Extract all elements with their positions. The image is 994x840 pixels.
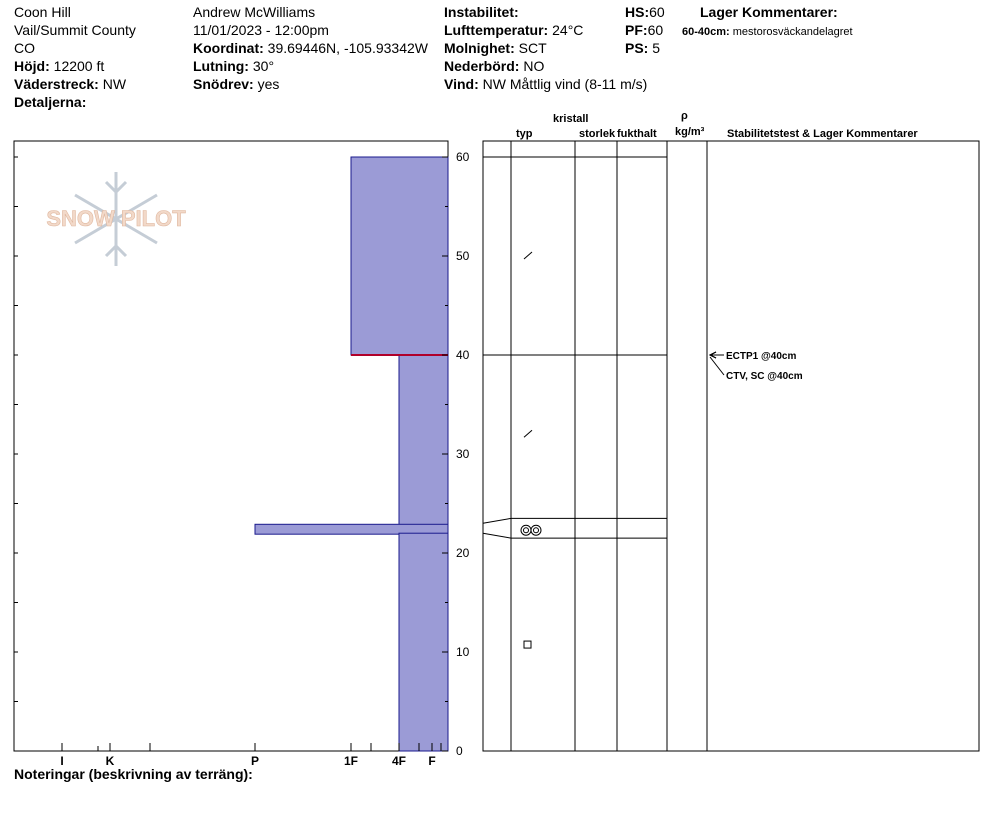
wind-label: Vind:: [444, 76, 479, 92]
melt-form-grain-icon: [534, 528, 539, 533]
pf-label: PF:: [625, 22, 648, 38]
aspect-value: NW: [102, 76, 127, 92]
sky-label: Molnighet:: [444, 40, 515, 56]
sky-value: SCT: [518, 40, 547, 56]
observation-datetime: 11/01/2023 - 12:00pm: [193, 22, 329, 38]
hardness-tick-label: 1F: [343, 754, 359, 768]
elevation-label: Höjd:: [14, 58, 50, 74]
region-name: Vail/Summit County: [14, 22, 136, 38]
observer-name: Andrew McWilliams: [193, 4, 316, 20]
melt-form-grain-icon: [531, 525, 541, 535]
slope-label: Lutning:: [193, 58, 249, 74]
depth-connector-line: [483, 533, 511, 538]
slope-value: 30°: [252, 58, 275, 74]
snowpilot-logo: [46, 172, 186, 266]
aspect-label: Väderstreck:: [14, 76, 99, 92]
hardness-tick-label: I: [60, 754, 64, 768]
layer-comment-range: 60-40cm:: [682, 26, 730, 38]
location-name: Coon Hill: [14, 4, 71, 20]
depth-tick-label: 50: [456, 249, 470, 263]
depth-tick-label: 0: [456, 744, 463, 758]
stability-test-label: ECTP1 @40cm: [726, 351, 797, 362]
melt-form-grain-icon: [524, 528, 529, 533]
ps-value: 5: [652, 40, 661, 56]
logo-text: SNOW PILOT: [46, 206, 186, 231]
stability-test-label: CTV, SC @40cm: [726, 371, 803, 382]
col-stability-header: Stabilitetstest & Lager Kommentarer: [727, 128, 918, 140]
stability-tests: [710, 351, 803, 382]
hardness-tick-label: K: [105, 754, 115, 768]
depth-tick-label: 10: [456, 645, 470, 659]
col-moisture-header: fukthalt: [617, 128, 657, 140]
air-temp-label: Lufttemperatur:: [444, 22, 549, 38]
hardness-layer-bar: [351, 157, 448, 355]
col-crystal-header: kristall: [553, 113, 589, 125]
instability-label: Instabilitet:: [444, 4, 519, 20]
grain-symbols: [521, 252, 541, 648]
elevation-value: 12200 ft: [53, 58, 105, 74]
depth-tick-label: 60: [456, 150, 470, 164]
hs-label: HS:: [625, 4, 650, 20]
crystal-table-frame: [483, 141, 979, 751]
hardness-layers: [255, 157, 448, 751]
decomposing-grain-icon: [524, 252, 532, 259]
hs-value: 60: [649, 4, 665, 20]
blowing-snow-value: yes: [257, 76, 280, 92]
decomposing-grain-icon: [524, 430, 532, 437]
pf-value: 60: [647, 22, 664, 38]
layer-comment-text: mestorosväckandelagret: [732, 26, 853, 38]
depth-tick-label: 30: [456, 447, 470, 461]
melt-form-grain-icon: [521, 525, 531, 535]
blowing-snow-label: Snödrev:: [193, 76, 254, 92]
coordinate-value: 39.69446N, -105.93342W: [267, 40, 428, 56]
hardness-tick-label: 4F: [391, 754, 407, 768]
col-size-header: storlek: [579, 128, 616, 140]
air-temp-value: 24°C: [552, 22, 584, 38]
ps-label: PS:: [625, 40, 649, 56]
precip-label: Nederbörd:: [444, 58, 520, 74]
wind-value: NW Måttlig vind (8-11 m/s): [482, 76, 648, 92]
depth-connector-line: [483, 518, 511, 523]
precip-value: NO: [523, 58, 545, 74]
col-type-header: typ: [516, 128, 533, 140]
layer-comments-title: Lager Kommentarer:: [700, 4, 838, 20]
hardness-axis: [14, 743, 441, 768]
hardness-plot-left-ticks: [14, 157, 18, 751]
col-density-header: kg/m³: [675, 126, 705, 138]
col-rho-header: ρ: [681, 110, 688, 122]
hardness-layer-bar: [399, 533, 448, 751]
stability-arrow: [710, 357, 724, 375]
depth-tick-label: 40: [456, 348, 470, 362]
hardness-tick-label: P: [250, 754, 260, 768]
notes-label: Noteringar (beskrivning av terräng):: [14, 766, 253, 782]
details-label: Detaljerna:: [14, 94, 87, 110]
state-name: CO: [14, 40, 35, 56]
hardness-layer-bar: [399, 355, 448, 533]
coordinate-label: Koordinat:: [193, 40, 264, 56]
faceted-grain-icon: [524, 641, 531, 648]
depth-tick-label: 20: [456, 546, 470, 560]
hardness-tick-label: F: [428, 754, 436, 768]
